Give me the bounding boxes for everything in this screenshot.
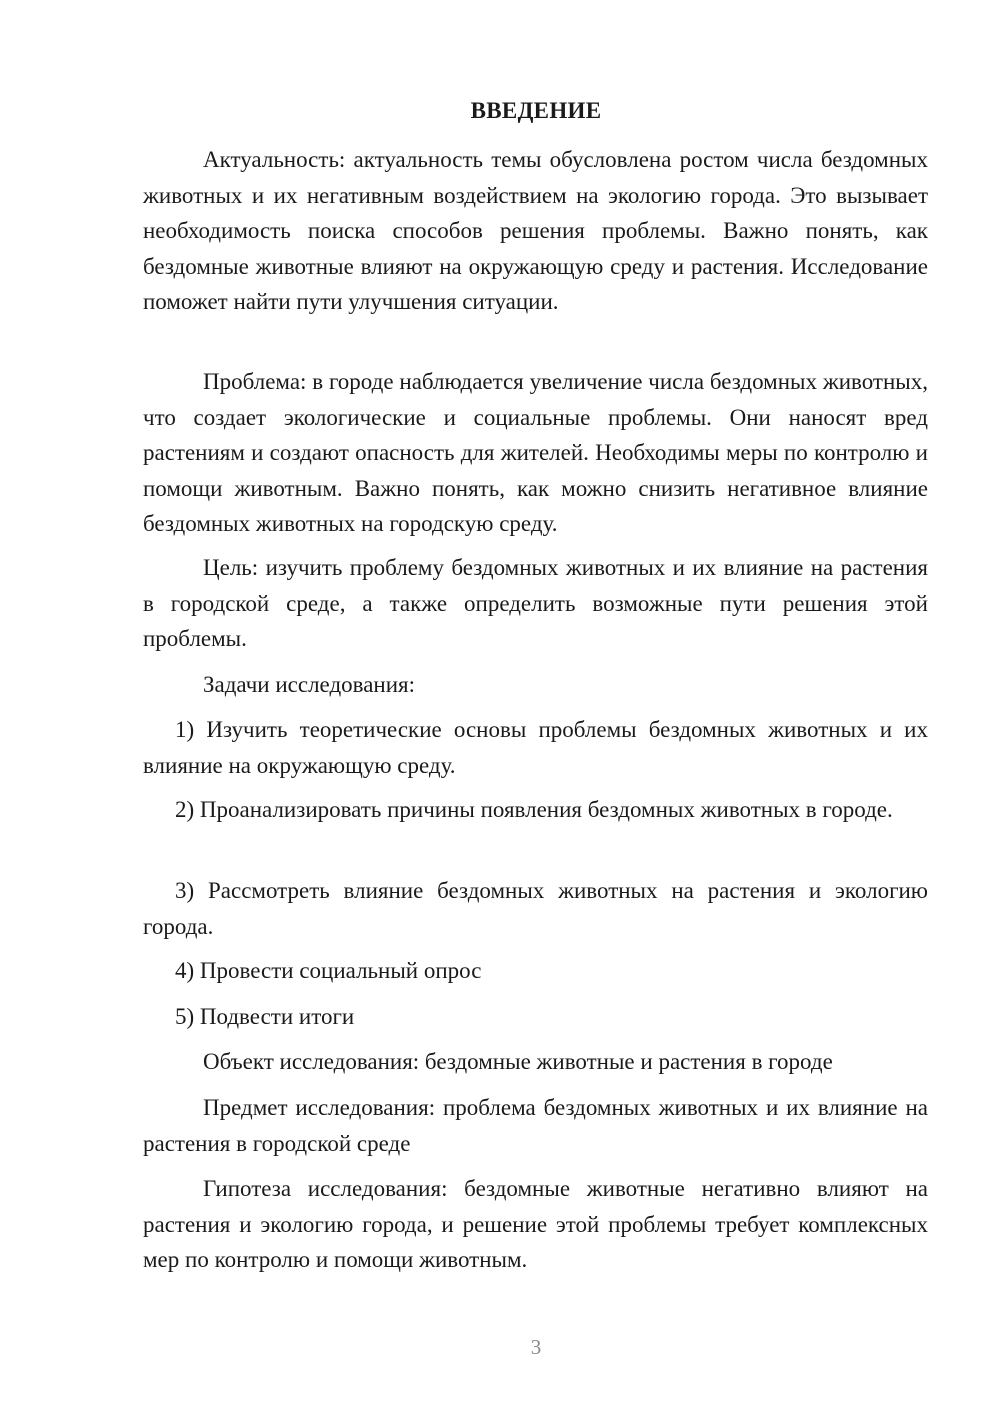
task-item-1: 1) Изучить теоретические основы проблемы бездомных животных и их влияние на окружающую среду. bbox=[143, 717, 928, 778]
section-title: ВВЕДЕНИЕ bbox=[470, 98, 602, 123]
paragraph-subject: Предмет исследования: проблема бездомных животных и их влияние на растения в городской среде bbox=[143, 1095, 928, 1156]
task-item-4: 4) Провести социальный опрос bbox=[175, 958, 482, 983]
task-item-2: 2) Проанализировать причины появления бездомных животных в городе. bbox=[175, 797, 893, 822]
paragraph-problem: Проблема: в городе наблюдается увеличение числа бездомных животных, что создает экологические и социальные проблемы. Они наносят вред растениям и создают опасность для жителей. Необходимы меры по контролю и помощи животным. Важно понять, как можно снизить негативное влияние бездомных животных на городскую среду. bbox=[143, 369, 928, 536]
task-item-5: 5) Подвести итоги bbox=[175, 1004, 355, 1029]
paragraph-relevance: Актуальность: актуальность темы обусловлена ростом числа бездомных животных и их негативным воздействием на экологию города. Это вызывает необходимость поиска способов решения проблемы. Важно понять, как бездомные животные влияют на окружающую среду и растения. Исследование поможет найти пути улучшения ситуации. bbox=[143, 147, 928, 314]
paragraph-goal: Цель: изучить проблему бездомных животных и их влияние на растения в городской среде, а также определить возможные пути решения этой проблемы. bbox=[143, 555, 928, 651]
paragraph-object: Объект исследования: бездомные животные и растения в городе bbox=[203, 1049, 833, 1074]
paragraph-hypothesis: Гипотеза исследования: бездомные животные негативно влияют на растения и экологию города, и решение этой проблемы требует комплексных мер по контролю и помощи животным. bbox=[143, 1176, 928, 1272]
page-number: 3 bbox=[530, 1335, 542, 1359]
task-item-3: 3) Рассмотреть влияние бездомных животных на растения и экологию города. bbox=[143, 878, 928, 939]
tasks-heading: Задачи исследования: bbox=[203, 672, 416, 697]
